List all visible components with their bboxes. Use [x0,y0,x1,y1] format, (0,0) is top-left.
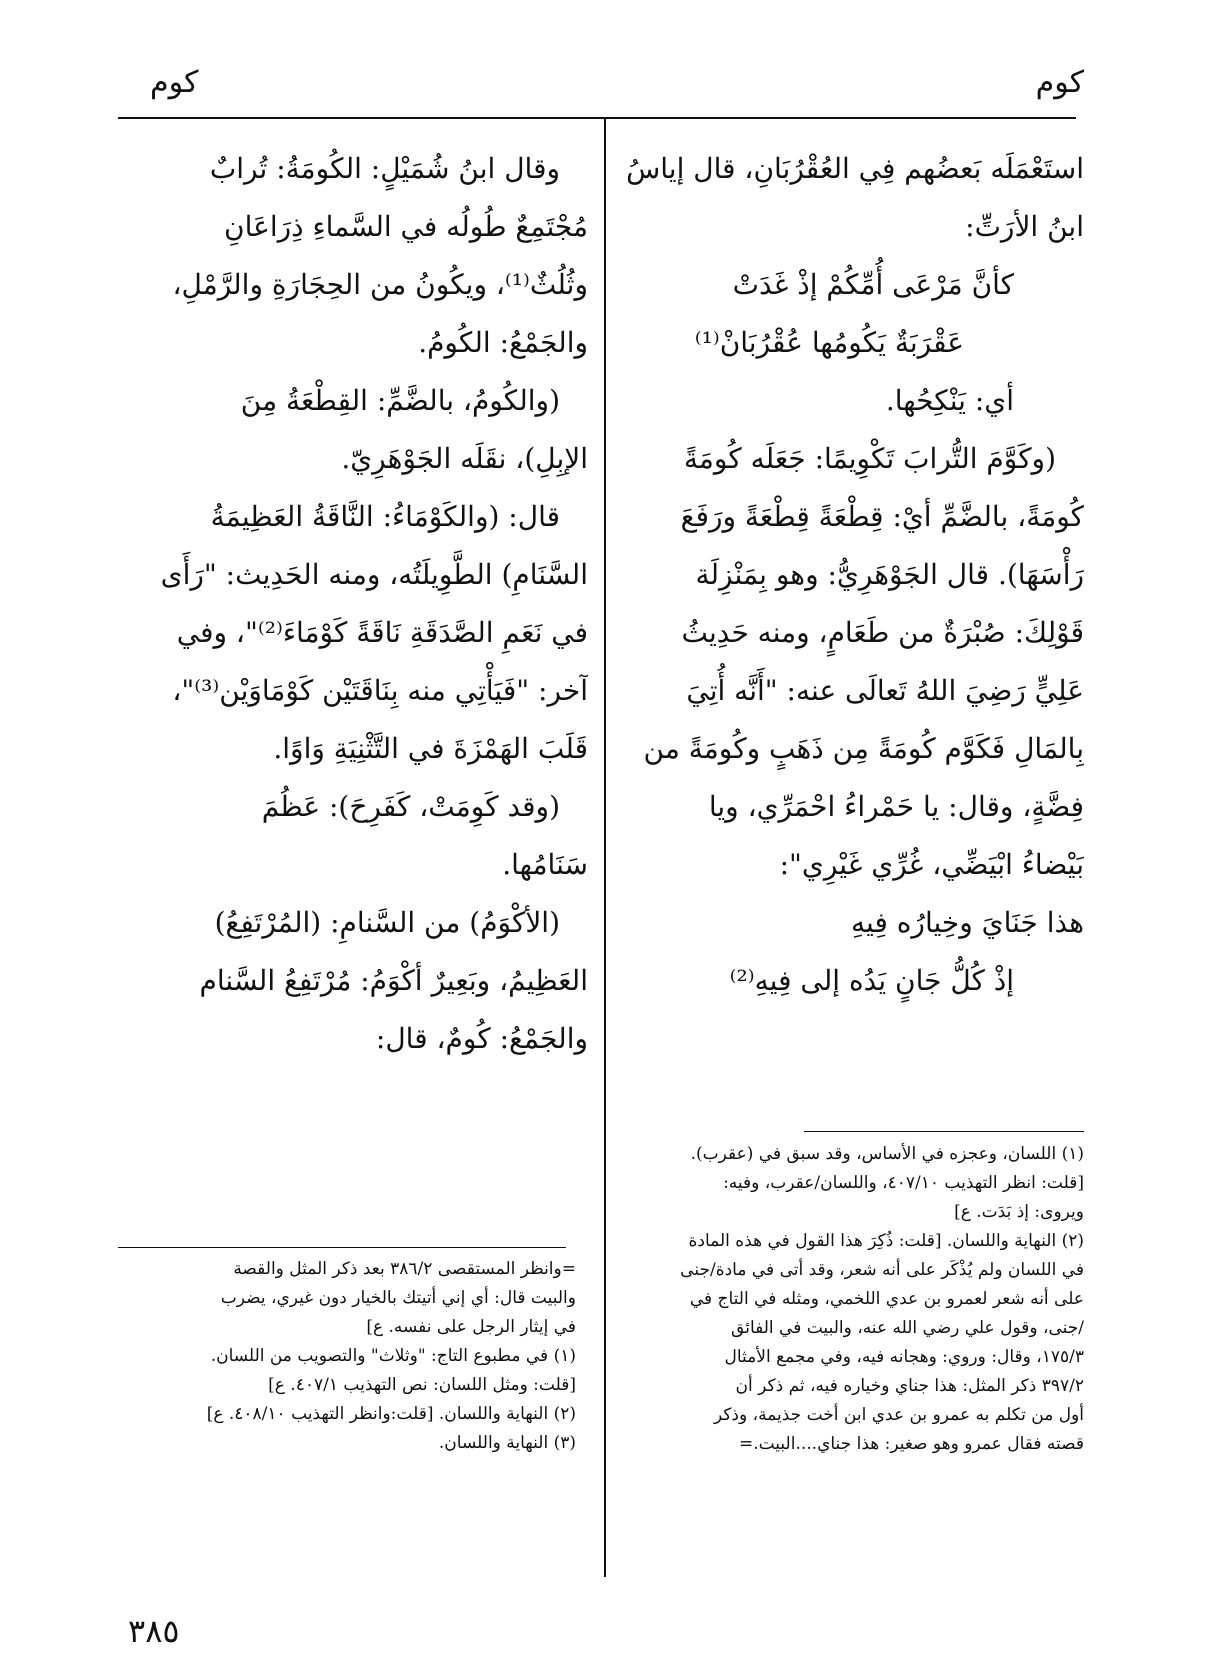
text-line: آخر: "فَيَأْتِي منه بِنَاقَتَيْن كَوْمَاوَيْن⁽³⁾"، [172,674,588,707]
text-line: قَوْلِكَ: صُبْرَةٌ من طَعَامٍ، ومنه حَدِيثُ [681,616,1084,649]
entry-line: (والكُومُ، بالضَّمِّ: القِطْعَةُ مِنَ [240,384,560,417]
text-line: الإبِلِ)، نقَلَه الجَوْهَرِيّ. [341,442,588,475]
text-line: العَظِيمُ، وبَعِيرٌ أكْوَمُ: مُرْتَفِعُ السَّنام [199,964,588,997]
text-line: استَعْمَلَه بَعضُهم فِي العُقْرُبَانِ، قال إياسُ [626,152,1084,185]
right-column [620,140,1084,1010]
column-divider [604,119,606,1577]
text-line: والجَمْعُ: كُومٌ، قال: [375,1022,588,1055]
footnote-rule-right [804,1131,1084,1132]
footnote-line: (٢) النهاية واللسان. [قلت:وانظر التهذيب ٤٠٨/١٠. ع] [206,1404,576,1424]
footnote-line: [قلت: ومثل اللسان: نص التهذيب ٤٠٧/١. ع] [268,1375,576,1395]
text-line: السَّنَامِ) الطَّوِيلَتُه، ومنه الحَدِيث: "رَأَى [160,558,588,591]
left-column [118,140,588,1068]
footnote-line: (٢) النهاية واللسان. [قلت: ذُكِرَ هذا القول في هذه المادة [688,1231,1084,1251]
text-line: مُجْتَمِعٌ طُولُه في السَّماءِ ذِرَاعَانِ [224,210,588,243]
text-line: أي: يَنْكِحُها. [885,384,1014,417]
text-line: وقال ابنُ شُمَيْلٍ: الكُومَةُ: تُرابٌ [209,152,560,185]
verse-line: هذا جَنَايَ وخِيارُه فِيهِ [851,906,1084,939]
footnote-line: [قلت: انظر التهذيب ٤٠٧/١٠، واللسان/عقرب، وفيه: [723,1173,1084,1193]
footnote-line: ويروى: إذ بَدَت. ع] [954,1202,1084,1222]
entry-line: قال: (والكَوْمَاءُ: النَّاقَةُ العَظِيمَةُ [210,500,560,533]
footnote-line: في اللسان ولم يُذْكَر على أنه شعر، وقد أتى في مادة/جنى [680,1260,1084,1280]
verse-line: عَقْرَبَةٌ يَكُومُها عُقْرُبَانْ⁽¹⁾ [694,326,964,359]
verse-line: كأنَّ مَرْعَى أُمِّكُمْ إذْ غَدَتْ [732,268,1014,301]
footnote-line: على أنه شعر لعمرو بن عدي اللخمي، ومثله في التاج في [689,1289,1084,1309]
footnote-line: في إيثار الرجل على نفسه. ع] [366,1317,576,1337]
text-line: ابنُ الأرَتِّ: [965,210,1084,243]
entry-line: (وقد كَوِمَتْ، كَفَرِحَ): عَظُمَ [261,790,560,823]
page-number: ٣٨٥ [128,1612,180,1650]
footnote-line: (٣) النهاية واللسان. [438,1433,576,1453]
footnote-line: أول من تكلم به عمرو بن عدي ابن أخت جذيمة، وذكر [713,1405,1084,1425]
entry-line: (وكَوَّمَ التُّرابَ تَكْوِيمًا: جَعَلَه كُومَةً [683,442,1056,475]
footnote-line: (١) في مطبوع التاج: "وثلاث" والتصويب من اللسان. [210,1346,576,1366]
text-line: بَيْضاءُ ابْيَضِّي، غُرِّي غَيْرِي": [779,848,1084,881]
footnote-line: ١٧٥/٣، وقال: وروي: وهجانه فيه، وفي مجمع الأمثال [724,1347,1084,1367]
footnote-rule-left [118,1247,566,1248]
footnotes-right [614,1140,1084,1459]
footnote-line: (١) اللسان، وعجزه في الأساس، وقد سبق في (عقرب). [690,1144,1084,1164]
text-line: سَنَامُها. [502,848,588,881]
running-head-left: كوم [150,65,199,100]
text-line: كُومَةً، بالضَّمِّ أيْ: قِطْعَةً قِطْعَةً ورَفَعَ [680,500,1084,533]
text-line: وثُلُثٌ⁽¹⁾، ويكُونُ من الحِجَارَةِ والرَّمْلِ، [172,268,588,301]
entry-line: (الأكْوَمُ) من السَّنامِ: (المُرْتَفِعُ) [214,906,560,939]
header-rule [118,117,1076,119]
footnotes-left [118,1255,576,1458]
text-line: بِالمَالِ فَكَوَّم كُومَةً مِن ذَهَبٍ وكُومَةً من [643,732,1084,765]
text-line: قَلَبَ الهَمْزَةَ في التَّثْنِيَةِ وَاوًا. [273,732,588,765]
text-line: رَأْسَهَا). قال الجَوْهَرِيُّ: وهو بِمَنْزِلَة [695,558,1084,591]
text-line: في نَعَمِ الصَّدَقَةِ نَاقَةً كَوْمَاءَ⁽²⁾"، وفي [176,616,588,649]
text-line: فِضَّةٍ، وقال: يا حَمْراءُ احْمَرِّي، ويا [708,790,1084,823]
footnote-line: والبيت قال: أي إني أتيتك بالخيار دون غيري، يضرب [220,1288,576,1308]
verse-line: إذْ كُلُّ جَانٍ يَدُه إلى فِيهِ⁽²⁾ [729,964,1014,997]
footnote-line: /جنى، وقول علي رضي الله عنه، والبيت في الفائق [731,1318,1084,1338]
footnote-line: قصته فقال عمرو وهو صغير: هذا جناي....البيت.= [738,1434,1084,1454]
running-head-right: كوم [1035,65,1084,100]
text-line: عَلِيٍّ رَضِيَ اللهُ تَعالَى عنه: "أَنَّه أُتِيَ [686,674,1084,707]
footnote-line: ٣٩٧/٢ ذكر المثل: هذا جناي وخياره فيه، ثم ذكر أن [735,1376,1084,1396]
footnote-line: =وانظر المستقصى ٣٨٦/٢ بعد ذكر المثل والقصة [233,1259,576,1279]
text-line: والجَمْعُ: الكُومُ. [418,326,588,359]
